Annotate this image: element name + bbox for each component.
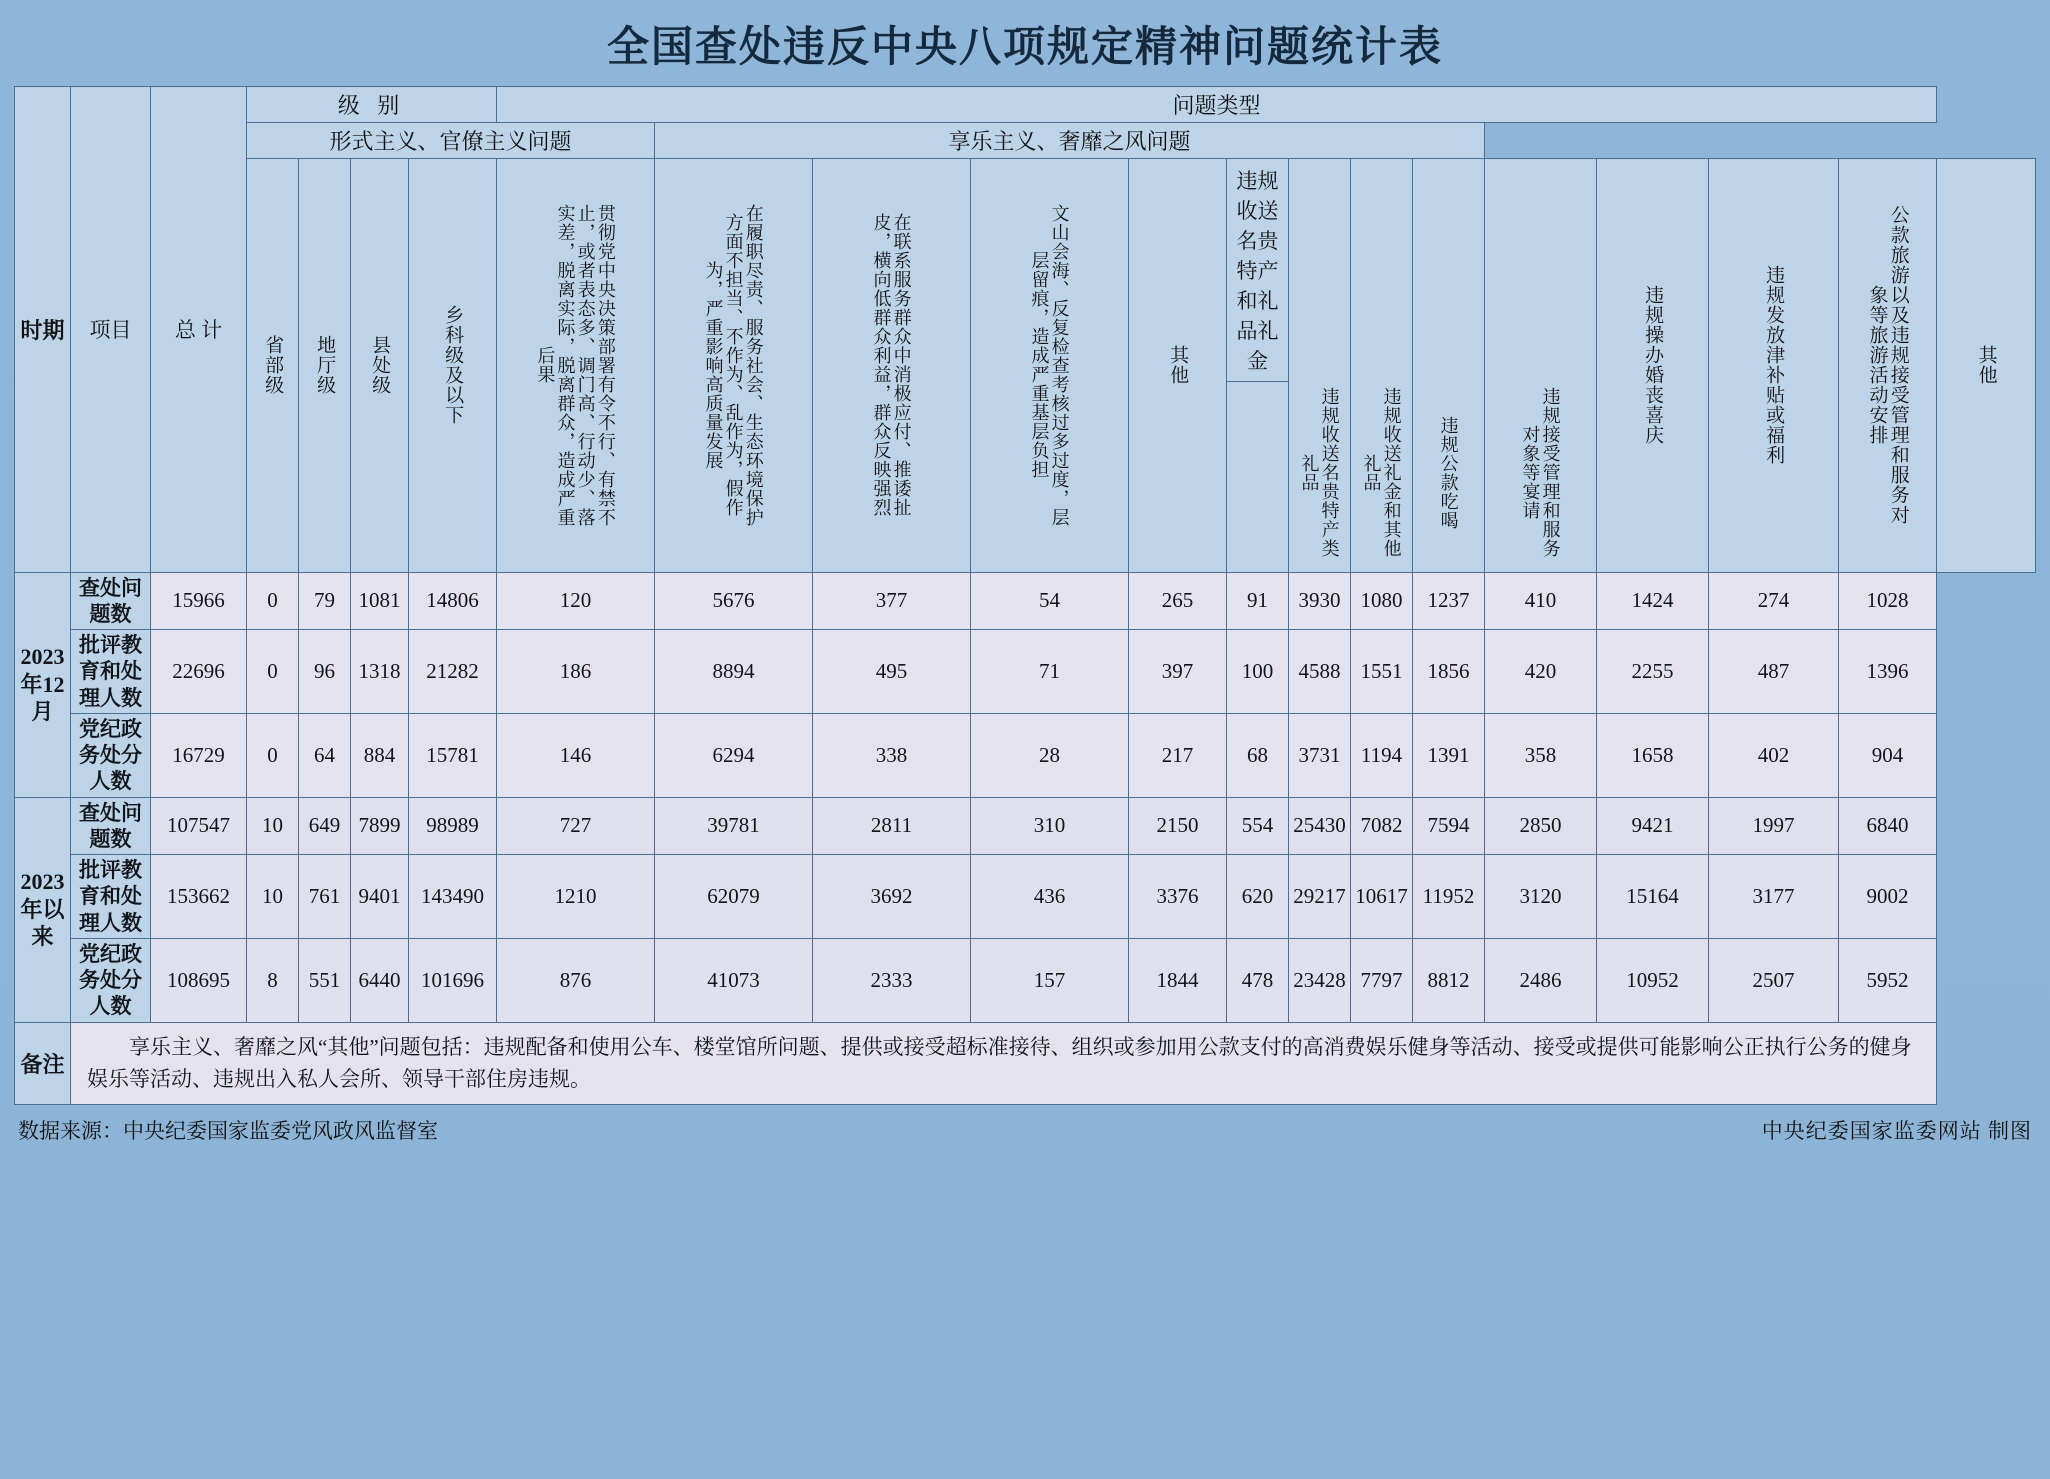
header-travel — [1839, 159, 1937, 573]
cell-other: 1396 — [1839, 630, 1937, 714]
cell-gift-1: 68 — [1227, 713, 1289, 797]
row-item-label: 党纪政务处分人数 — [71, 713, 151, 797]
cell-level-township: 14806 — [409, 572, 497, 630]
header-formalism-col-3-label: 在联系服务群众中消极应付、推诿扯皮，横向低群众利益，群众反映强烈 — [871, 213, 912, 518]
cell-eat-1: 7797 — [1351, 938, 1413, 1022]
cell-allowance: 9421 — [1597, 797, 1709, 855]
cell-formalism-4: 157 — [971, 938, 1129, 1022]
cell-level-township: 101696 — [409, 938, 497, 1022]
row-item-label: 查处问题数 — [71, 797, 151, 855]
header-formalism-group: 形式主义、官僚主义问题 — [247, 123, 655, 159]
table-row — [15, 797, 2036, 855]
cell-gift-2: 3930 — [1289, 572, 1351, 630]
remark-label: 备注 — [15, 1022, 71, 1104]
remark-text: 享乐主义、奢靡之风“其他”问题包括：违规配备和使用公车、楼堂馆所问题、提供或接受超标准接待、组织或参加用公款支付的高消费娱乐健身等活动、接受或提供可能影响公正执行公务的健身娱乐等活动、违规出入私人会所、领导干部住房违规。 — [71, 1022, 1937, 1104]
cell-total: 22696 — [151, 630, 247, 714]
cell-gift-2: 29217 — [1289, 855, 1351, 939]
row-period-1-label: 2023年12月 — [20, 644, 65, 725]
cell-level-township: 15781 — [409, 713, 497, 797]
table-container — [0, 86, 2050, 1105]
cell-gift-2: 23428 — [1289, 938, 1351, 1022]
header-formalism-other — [1129, 159, 1227, 573]
header-formalism-col-1 — [497, 159, 655, 573]
cell-wedding: 2486 — [1485, 938, 1597, 1022]
header-hedonism-group: 享乐主义、奢靡之风问题 — [655, 123, 1485, 159]
cell-travel: 402 — [1709, 713, 1839, 797]
header-level-county-label: 县处级 — [369, 335, 391, 396]
cell-formalism-3: 2811 — [813, 797, 971, 855]
cell-total: 107547 — [151, 797, 247, 855]
cell-formalism-other: 1844 — [1129, 938, 1227, 1022]
cell-allowance: 10952 — [1597, 938, 1709, 1022]
cell-level-prefecture: 96 — [299, 630, 351, 714]
cell-formalism-4: 310 — [971, 797, 1129, 855]
header-gift-sub-2-label: 违规收送礼金和其他礼品 — [1361, 387, 1402, 558]
cell-travel: 2507 — [1709, 938, 1839, 1022]
cell-level-prefecture: 79 — [299, 572, 351, 630]
header-formalism-col-2-label: 在履职尽责、服务社会、生态环境保护方面不担当、不作为、乱作为，假作为，严重影响高质量发展 — [703, 203, 764, 527]
cell-formalism-other: 217 — [1129, 713, 1227, 797]
cell-other: 1028 — [1839, 572, 1937, 630]
table-row — [15, 713, 2036, 797]
header-gift-group-cell — [1227, 159, 1289, 573]
cell-formalism-1: 186 — [497, 630, 655, 714]
cell-eat-1: 7082 — [1351, 797, 1413, 855]
header-formalism-col-1-label: 贯彻党中央决策部署有令不行、有禁不止，或者表态多、调门高、行动少、落实差，脱离实际，脱离群众，造成严重后果 — [535, 203, 616, 527]
row-period-2-label: 2023年以来 — [20, 869, 65, 950]
cell-wedding: 420 — [1485, 630, 1597, 714]
cell-formalism-other: 3376 — [1129, 855, 1227, 939]
header-wedding — [1597, 159, 1709, 573]
cell-formalism-1: 146 — [497, 713, 655, 797]
cell-gift-1: 478 — [1227, 938, 1289, 1022]
cell-formalism-1: 876 — [497, 938, 655, 1022]
cell-level-provincial: 0 — [247, 572, 299, 630]
footer-source: 数据来源：中央纪委国家监委党风政风监督室 — [18, 1118, 438, 1143]
remark-row — [15, 1022, 2036, 1104]
table-row — [15, 572, 2036, 630]
header-level-prefecture — [299, 159, 351, 573]
cell-level-county: 6440 — [351, 938, 409, 1022]
table-row — [15, 855, 2036, 939]
cell-travel: 487 — [1709, 630, 1839, 714]
row-item-label: 批评教育和处理人数 — [71, 630, 151, 714]
header-wedding-label: 违规操办婚丧喜庆 — [1642, 285, 1664, 446]
header-period: 时期 — [15, 87, 71, 573]
cell-formalism-4: 54 — [971, 572, 1129, 630]
cell-gift-2: 25430 — [1289, 797, 1351, 855]
header-problem-type-group: 问题类型 — [497, 87, 1937, 123]
row-period-2 — [15, 797, 71, 1022]
cell-gift-2: 3731 — [1289, 713, 1351, 797]
page-title: 全国查处违反中央八项规定精神问题统计表 — [606, 25, 1443, 71]
cell-formalism-1: 727 — [497, 797, 655, 855]
header-gift-sub-1-label: 违规收送名贵特产类礼品 — [1299, 387, 1340, 558]
footer — [0, 1105, 2050, 1145]
cell-level-county: 884 — [351, 713, 409, 797]
cell-eat-2: 1391 — [1413, 713, 1485, 797]
cell-formalism-other: 265 — [1129, 572, 1227, 630]
header-gift-group: 违规收送名贵特产和礼品礼金 — [1227, 159, 1288, 382]
cell-level-township: 98989 — [409, 797, 497, 855]
cell-eat-2: 1856 — [1413, 630, 1485, 714]
header-eat-sub-1-label: 违规公款吃喝 — [1438, 415, 1459, 530]
cell-formalism-3: 377 — [813, 572, 971, 630]
cell-allowance: 15164 — [1597, 855, 1709, 939]
cell-eat-1: 10617 — [1351, 855, 1413, 939]
cell-formalism-4: 28 — [971, 713, 1129, 797]
cell-formalism-2: 8894 — [655, 630, 813, 714]
header-formalism-col-3 — [813, 159, 971, 573]
cell-level-township: 21282 — [409, 630, 497, 714]
cell-formalism-4: 71 — [971, 630, 1129, 714]
cell-formalism-other: 2150 — [1129, 797, 1227, 855]
cell-eat-2: 7594 — [1413, 797, 1485, 855]
header-level-prefecture-label: 地厅级 — [314, 335, 336, 396]
cell-allowance: 1424 — [1597, 572, 1709, 630]
cell-eat-2: 1237 — [1413, 572, 1485, 630]
cell-eat-2: 8812 — [1413, 938, 1485, 1022]
header-eat-sub-2 — [1485, 159, 1597, 573]
cell-other: 5952 — [1839, 938, 1937, 1022]
cell-formalism-2: 62079 — [655, 855, 813, 939]
row-item-label: 批评教育和处理人数 — [71, 855, 151, 939]
header-level-provincial-label: 省部级 — [262, 335, 284, 396]
cell-level-county: 1318 — [351, 630, 409, 714]
header-eat-sub-1 — [1413, 159, 1485, 573]
header-formalism-other-label: 其他 — [1167, 345, 1189, 386]
row-item-label: 查处问题数 — [71, 572, 151, 630]
header-gift-subcols-placeholder — [1227, 382, 1288, 572]
cell-level-prefecture: 64 — [299, 713, 351, 797]
header-formalism-col-2 — [655, 159, 813, 573]
cell-formalism-3: 338 — [813, 713, 971, 797]
cell-other: 6840 — [1839, 797, 1937, 855]
cell-other: 904 — [1839, 713, 1937, 797]
cell-total: 153662 — [151, 855, 247, 939]
cell-eat-1: 1551 — [1351, 630, 1413, 714]
cell-eat-1: 1194 — [1351, 713, 1413, 797]
cell-travel: 3177 — [1709, 855, 1839, 939]
cell-formalism-3: 2333 — [813, 938, 971, 1022]
cell-formalism-2: 41073 — [655, 938, 813, 1022]
header-hedonism-other-label: 其他 — [1975, 345, 1997, 386]
header-level-township-label: 乡科级及以下 — [442, 305, 464, 426]
header-row-1 — [15, 87, 2036, 123]
cell-travel: 274 — [1709, 572, 1839, 630]
cell-level-provincial: 0 — [247, 630, 299, 714]
footer-credit: 中央纪委国家监委网站 制图 — [1761, 1118, 2032, 1143]
header-item: 项目 — [71, 87, 151, 573]
cell-formalism-2: 6294 — [655, 713, 813, 797]
cell-gift-1: 100 — [1227, 630, 1289, 714]
cell-gift-2: 4588 — [1289, 630, 1351, 714]
header-travel-label: 公款旅游以及违规接受管理和服务对象等旅游活动安排 — [1866, 205, 1909, 526]
cell-level-prefecture: 649 — [299, 797, 351, 855]
cell-eat-1: 1080 — [1351, 572, 1413, 630]
cell-level-county: 1081 — [351, 572, 409, 630]
cell-level-county: 9401 — [351, 855, 409, 939]
cell-level-provincial: 0 — [247, 713, 299, 797]
cell-wedding: 3120 — [1485, 855, 1597, 939]
cell-other: 9002 — [1839, 855, 1937, 939]
cell-total: 108695 — [151, 938, 247, 1022]
row-period-1 — [15, 572, 71, 797]
header-gift-sub-2 — [1351, 159, 1413, 573]
header-level-group: 级 别 — [247, 87, 497, 123]
table-row — [15, 630, 2036, 714]
cell-formalism-3: 3692 — [813, 855, 971, 939]
header-level-township — [409, 159, 497, 573]
cell-level-prefecture: 551 — [299, 938, 351, 1022]
cell-formalism-2: 5676 — [655, 572, 813, 630]
cell-eat-2: 11952 — [1413, 855, 1485, 939]
cell-level-township: 143490 — [409, 855, 497, 939]
row-item-label: 党纪政务处分人数 — [71, 938, 151, 1022]
cell-formalism-2: 39781 — [655, 797, 813, 855]
cell-formalism-1: 120 — [497, 572, 655, 630]
cell-travel: 1997 — [1709, 797, 1839, 855]
cell-gift-1: 554 — [1227, 797, 1289, 855]
cell-wedding: 2850 — [1485, 797, 1597, 855]
cell-gift-1: 620 — [1227, 855, 1289, 939]
header-allowance — [1709, 159, 1839, 573]
header-row-2 — [15, 123, 2036, 159]
cell-level-provincial: 8 — [247, 938, 299, 1022]
header-formalism-col-4-label: 文山会海、反复检查考核过多过度，层层留痕，造成严重基层负担 — [1029, 203, 1070, 527]
cell-formalism-3: 495 — [813, 630, 971, 714]
cell-level-provincial: 10 — [247, 797, 299, 855]
cell-allowance: 1658 — [1597, 713, 1709, 797]
cell-total: 16729 — [151, 713, 247, 797]
cell-formalism-1: 1210 — [497, 855, 655, 939]
cell-level-provincial: 10 — [247, 855, 299, 939]
header-gift-sub-1 — [1289, 159, 1351, 573]
header-hedonism-other — [1937, 159, 2036, 573]
header-allowance-label: 违规发放津补贴或福利 — [1763, 265, 1785, 466]
table-row — [15, 938, 2036, 1022]
cell-total: 15966 — [151, 572, 247, 630]
header-level-county — [351, 159, 409, 573]
statistics-table — [14, 86, 2036, 1105]
header-level-provincial — [247, 159, 299, 573]
cell-allowance: 2255 — [1597, 630, 1709, 714]
cell-wedding: 358 — [1485, 713, 1597, 797]
cell-level-prefecture: 761 — [299, 855, 351, 939]
header-total: 总 计 — [151, 87, 247, 573]
cell-formalism-other: 397 — [1129, 630, 1227, 714]
cell-wedding: 410 — [1485, 572, 1597, 630]
cell-gift-1: 91 — [1227, 572, 1289, 630]
header-formalism-col-4 — [971, 159, 1129, 573]
header-eat-sub-2-label: 违规接受管理和服务对象等宴请 — [1520, 387, 1561, 558]
cell-level-county: 7899 — [351, 797, 409, 855]
cell-formalism-4: 436 — [971, 855, 1129, 939]
header-row-3 — [15, 159, 2036, 573]
